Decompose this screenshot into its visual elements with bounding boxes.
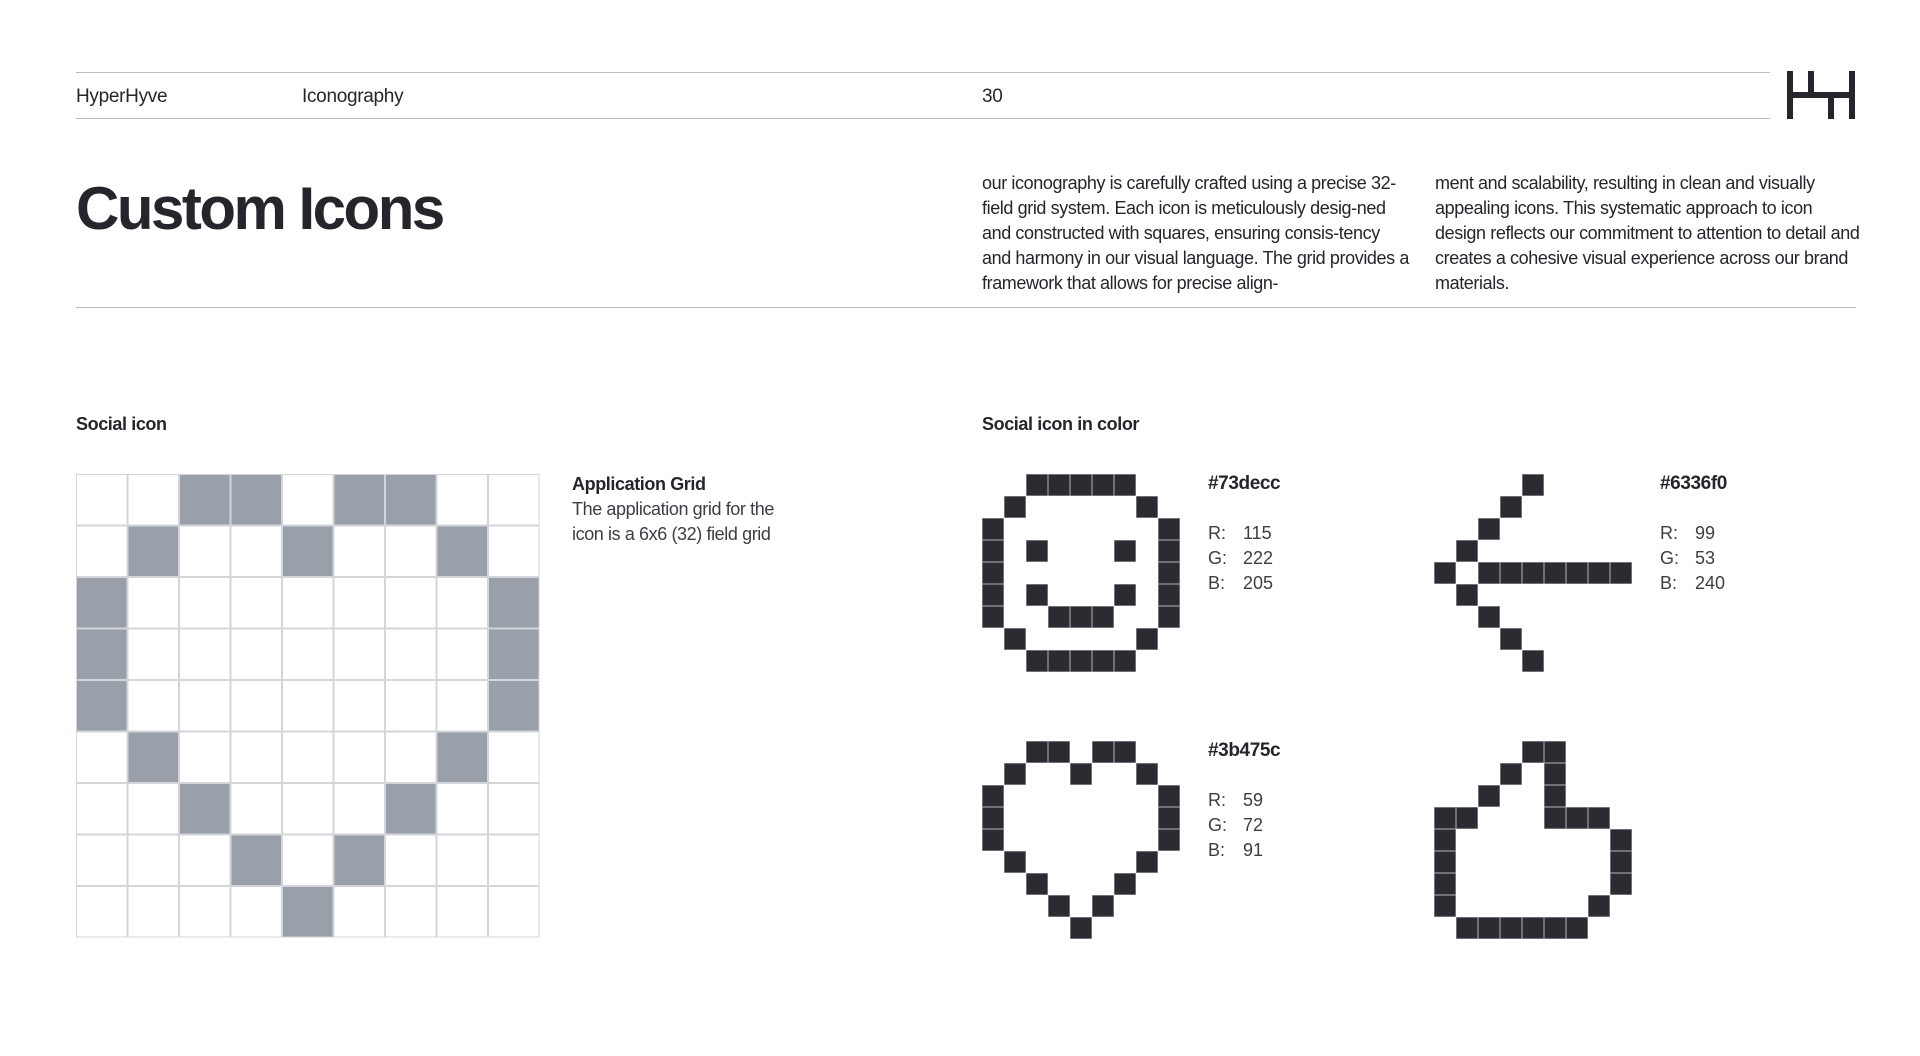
pixel-filled — [983, 585, 1004, 606]
pixel-filled — [1435, 896, 1456, 917]
pixel-empty — [334, 784, 385, 835]
pixel-empty — [128, 629, 179, 680]
pixel-empty — [77, 732, 128, 783]
pixel-filled — [1457, 808, 1478, 829]
pixel-filled — [1523, 475, 1544, 496]
smiley-icon — [982, 474, 1180, 672]
pixel-filled — [1159, 585, 1180, 606]
pixel-filled — [1457, 918, 1478, 939]
smiley-icon-box — [982, 474, 1180, 672]
pixel-filled — [1159, 786, 1180, 807]
pixel-empty — [283, 732, 334, 783]
pixel-filled — [983, 786, 1004, 807]
pixel-filled — [1137, 629, 1158, 650]
pixel-filled — [128, 732, 179, 783]
pixel-filled — [231, 475, 282, 526]
pixel-filled — [1027, 585, 1048, 606]
pixel-filled — [1049, 607, 1070, 628]
pixel-filled — [1589, 563, 1610, 584]
pixel-filled — [1049, 475, 1070, 496]
pixel-filled — [1545, 742, 1566, 763]
pixel-filled — [1005, 764, 1026, 785]
pixel-filled — [1545, 808, 1566, 829]
pixel-filled — [1071, 764, 1092, 785]
pixel-filled — [1589, 896, 1610, 917]
pixel-filled — [983, 607, 1004, 628]
pixel-empty — [437, 887, 488, 938]
pixel-empty — [231, 887, 282, 938]
pixel-filled — [1501, 764, 1522, 785]
pixel-filled — [1435, 808, 1456, 829]
pixel-filled — [1027, 651, 1048, 672]
pixel-empty — [334, 526, 385, 577]
pixel-empty — [437, 784, 488, 835]
pixel-filled — [1071, 475, 1092, 496]
application-grid — [76, 474, 540, 938]
pixel-empty — [489, 475, 540, 526]
pixel-filled — [1611, 563, 1632, 584]
pixel-empty — [231, 578, 282, 629]
pixel-filled — [1611, 852, 1632, 873]
pixel-empty — [437, 835, 488, 886]
pixel-empty — [128, 681, 179, 732]
brand-name: HyperHyve — [76, 86, 168, 107]
pixel-empty — [437, 578, 488, 629]
heart-grid-icon — [76, 474, 540, 938]
pixel-empty — [128, 835, 179, 886]
pixel-filled — [1159, 808, 1180, 829]
pixel-empty — [489, 887, 540, 938]
pixel-empty — [334, 578, 385, 629]
application-grid-title: Application Grid — [572, 474, 706, 494]
pixel-filled — [983, 830, 1004, 851]
pixel-empty — [180, 629, 231, 680]
thumbs-up-icon — [1434, 741, 1632, 939]
pixel-empty — [334, 629, 385, 680]
pixel-empty — [180, 835, 231, 886]
pixel-filled — [1071, 607, 1092, 628]
pixel-filled — [489, 629, 540, 680]
pixel-empty — [489, 526, 540, 577]
rgb-red: R: 99 — [1660, 523, 1716, 543]
pixel-empty — [334, 887, 385, 938]
pixel-empty — [386, 887, 437, 938]
pixel-filled — [128, 526, 179, 577]
pixel-filled — [1589, 808, 1610, 829]
pixel-filled — [1479, 607, 1500, 628]
swatch-heart — [1208, 739, 1280, 863]
pixel-filled — [1115, 475, 1136, 496]
pixel-filled — [1027, 742, 1048, 763]
pixel-filled — [1523, 651, 1544, 672]
pixel-empty — [437, 629, 488, 680]
pixel-filled — [386, 475, 437, 526]
pixel-filled — [1159, 563, 1180, 584]
rgb-green: G: 222 — [1208, 548, 1274, 568]
pixel-empty — [334, 681, 385, 732]
application-grid-info — [572, 472, 777, 547]
pixel-filled — [1479, 519, 1500, 540]
pixel-filled — [1159, 541, 1180, 562]
pixel-filled — [1049, 742, 1070, 763]
social-icon-color-label: Social icon in color — [982, 414, 1140, 434]
pixel-empty — [180, 681, 231, 732]
pixel-filled — [1435, 563, 1456, 584]
pixel-filled — [1457, 585, 1478, 606]
pixel-filled — [334, 475, 385, 526]
pixel-filled — [77, 681, 128, 732]
page-number: 30 — [982, 86, 1003, 107]
pixel-empty — [231, 732, 282, 783]
pixel-empty — [283, 475, 334, 526]
pixel-filled — [1523, 918, 1544, 939]
pixel-empty — [283, 681, 334, 732]
pixel-empty — [180, 732, 231, 783]
pixel-filled — [1567, 918, 1588, 939]
page-title: Custom Icons — [76, 175, 443, 242]
pixel-filled — [1137, 764, 1158, 785]
pixel-empty — [231, 629, 282, 680]
pixel-filled — [1435, 830, 1456, 851]
pixel-empty — [231, 681, 282, 732]
pixel-filled — [1567, 563, 1588, 584]
pixel-empty — [180, 887, 231, 938]
pixel-filled — [983, 519, 1004, 540]
title-divider — [76, 307, 1856, 308]
pixel-filled — [1027, 475, 1048, 496]
pixel-empty — [128, 887, 179, 938]
pixel-filled — [77, 578, 128, 629]
pixel-filled — [283, 887, 334, 938]
pixel-filled — [1501, 918, 1522, 939]
pixel-filled — [1523, 563, 1544, 584]
application-grid-description: The application grid for the icon is a 6x6 (32) field grid — [572, 499, 774, 544]
pixel-filled — [77, 629, 128, 680]
pixel-filled — [1115, 585, 1136, 606]
pixel-empty — [128, 475, 179, 526]
rgb-green: G: 72 — [1208, 815, 1264, 835]
swatch-smiley — [1208, 472, 1280, 596]
pixel-empty — [231, 784, 282, 835]
pixel-filled — [1093, 742, 1114, 763]
pixel-empty — [283, 784, 334, 835]
pixel-filled — [1093, 475, 1114, 496]
pixel-empty — [77, 835, 128, 886]
pixel-empty — [334, 732, 385, 783]
pixel-filled — [1005, 852, 1026, 873]
pixel-filled — [283, 526, 334, 577]
hex-code: #3b475c — [1208, 740, 1281, 761]
pixel-empty — [437, 475, 488, 526]
pixel-filled — [983, 808, 1004, 829]
heart-icon — [982, 741, 1180, 939]
pixel-empty — [283, 835, 334, 886]
pixel-empty — [386, 526, 437, 577]
pixel-empty — [180, 578, 231, 629]
pixel-filled — [1093, 607, 1114, 628]
pixel-filled — [1049, 896, 1070, 917]
pixel-filled — [1435, 852, 1456, 873]
pixel-filled — [1567, 808, 1588, 829]
pixel-filled — [1137, 497, 1158, 518]
pixel-filled — [231, 835, 282, 886]
pixel-filled — [437, 526, 488, 577]
pixel-empty — [77, 475, 128, 526]
pixel-filled — [1611, 874, 1632, 895]
rgb-red: R: 59 — [1208, 790, 1264, 810]
pixel-filled — [1545, 764, 1566, 785]
pixel-filled — [180, 784, 231, 835]
swatch-arrow — [1660, 472, 1727, 596]
rgb-blue: B: 205 — [1208, 573, 1274, 593]
pixel-filled — [180, 475, 231, 526]
pixel-filled — [1071, 918, 1092, 939]
thumbs-up-icon-box — [1434, 741, 1632, 939]
pixel-filled — [1027, 874, 1048, 895]
pixel-empty — [489, 732, 540, 783]
pixel-empty — [283, 629, 334, 680]
pixel-empty — [386, 681, 437, 732]
pixel-empty — [128, 578, 179, 629]
pixel-filled — [1027, 541, 1048, 562]
pixel-filled — [437, 732, 488, 783]
pixel-empty — [231, 526, 282, 577]
pixel-empty — [77, 887, 128, 938]
pixel-empty — [386, 578, 437, 629]
pixel-empty — [386, 835, 437, 886]
pixel-empty — [128, 784, 179, 835]
pixel-filled — [1545, 786, 1566, 807]
pixel-filled — [1501, 629, 1522, 650]
arrow-left-icon — [1434, 474, 1632, 672]
pixel-filled — [1611, 830, 1632, 851]
pixel-filled — [489, 578, 540, 629]
pixel-filled — [983, 541, 1004, 562]
pixel-filled — [1457, 541, 1478, 562]
pixel-filled — [1137, 852, 1158, 873]
pixel-filled — [1435, 874, 1456, 895]
pixel-filled — [1005, 497, 1026, 518]
pixel-empty — [180, 526, 231, 577]
hyperhyve-logo-icon — [1787, 71, 1855, 119]
hex-code: #73decc — [1208, 473, 1281, 494]
pixel-filled — [1005, 629, 1026, 650]
intro-paragraph-col2: ment and scalability, resulting in clean and visually appealing icons. This systematic approach to icon design reflects our commitment to attention to detail and creates a cohesive visual experience across our brand materials. — [1435, 173, 1860, 293]
section-name: Iconography — [302, 86, 404, 107]
pixel-filled — [1115, 742, 1136, 763]
pixel-filled — [1523, 742, 1544, 763]
pixel-filled — [1115, 874, 1136, 895]
pixel-empty — [283, 578, 334, 629]
pixel-filled — [1479, 786, 1500, 807]
pixel-empty — [386, 629, 437, 680]
rgb-red: R: 115 — [1208, 523, 1272, 543]
pixel-filled — [1545, 918, 1566, 939]
header-bottom-rule — [76, 118, 1770, 119]
pixel-empty — [386, 732, 437, 783]
pixel-filled — [1049, 651, 1070, 672]
rgb-blue: B: 91 — [1208, 840, 1264, 860]
social-icon-label: Social icon — [76, 414, 167, 434]
intro-paragraph-col1: our iconography is carefully crafted using a precise 32-field grid system. Each icon is meticulously desig-ned and constructed with squares, ensuring consis-tency and harmony in our visual language. The grid provides a framework that allows for precise align- — [982, 173, 1409, 293]
pixel-filled — [1093, 896, 1114, 917]
rgb-blue: B: 240 — [1660, 573, 1726, 593]
pixel-empty — [489, 784, 540, 835]
pixel-filled — [983, 563, 1004, 584]
pixel-filled — [1093, 651, 1114, 672]
pixel-filled — [1479, 563, 1500, 584]
pixel-filled — [1115, 651, 1136, 672]
pixel-filled — [1545, 563, 1566, 584]
pixel-filled — [1159, 607, 1180, 628]
pixel-filled — [334, 835, 385, 886]
heart-icon-box — [982, 741, 1180, 939]
pixel-empty — [77, 784, 128, 835]
pixel-filled — [1159, 830, 1180, 851]
pixel-empty — [437, 681, 488, 732]
pixel-filled — [1501, 563, 1522, 584]
pixel-empty — [77, 526, 128, 577]
pixel-filled — [1071, 651, 1092, 672]
header-top-rule — [76, 72, 1770, 73]
pixel-empty — [489, 835, 540, 886]
pixel-filled — [1501, 497, 1522, 518]
rgb-green: G: 53 — [1660, 548, 1716, 568]
pixel-filled — [386, 784, 437, 835]
hex-code: #6336f0 — [1660, 473, 1727, 494]
pixel-filled — [1159, 519, 1180, 540]
pixel-filled — [489, 681, 540, 732]
arrow-left-icon-box — [1434, 474, 1632, 672]
pixel-filled — [1479, 918, 1500, 939]
pixel-filled — [1115, 541, 1136, 562]
